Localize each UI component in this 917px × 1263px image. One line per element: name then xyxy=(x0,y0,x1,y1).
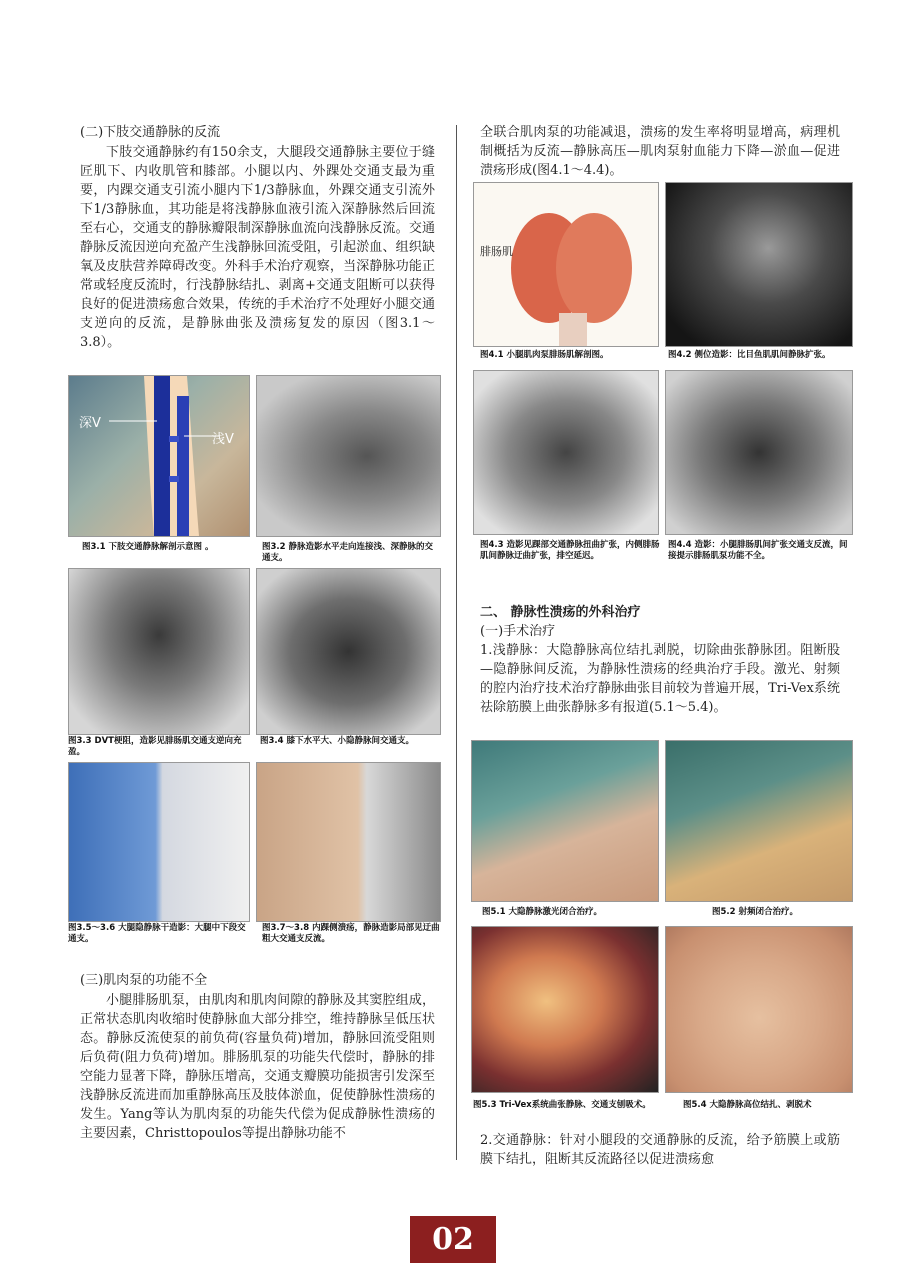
caption-5-4: 图5.4 大隐静脉高位结扎、剥脱术 xyxy=(683,1100,812,1110)
figure-5-3 xyxy=(471,926,659,1093)
figure-4-4 xyxy=(665,370,853,535)
left-heading-2: (二)下肢交通静脉的反流 xyxy=(80,125,221,140)
caption-5-1: 图5.1 大隐静脉激光闭合治疗。 xyxy=(482,907,603,917)
section-title: 二、 静脉性溃疡的外科治疗 xyxy=(480,605,641,620)
caption-3-5: 图3.5～3.6 大腿隐静脉干造影：大腿中下段交通支。 xyxy=(68,923,246,944)
caption-3-7: 图3.7～3.8 内踝侧溃疡，静脉造影局部见迂曲粗大交通支反流。 xyxy=(262,923,440,944)
caption-3-1: 图3.1 下肢交通静脉解剖示意图 。 xyxy=(82,542,214,552)
label-shallow-vein: 浅V xyxy=(212,432,234,447)
subsection-surgery: (一)手术治疗 xyxy=(480,624,556,639)
figure-3-4 xyxy=(256,568,441,735)
figure-3-3 xyxy=(68,568,250,735)
left-paragraph-3: 小腿腓肠肌泵，由肌肉和肌肉间隙的静脉及其窦腔组成，正常状态肌肉收缩时使静脉血大部分排空，维持静脉呈低压状态。静脉反流使泵的前负荷(容量负荷)增加，静脉回流受阻则后负荷(阻力负荷)增加。腓肠肌泵的功能失代偿时，静脉的排空能力显著下降，静脉压增高，交通支瓣膜功能损害引发深至浅静脉反流进而加重静脉高压及肢体淤血，促使静脉性溃疡的发生。Yang等认为肌肉泵的功能失代偿为促成静脉性溃疡的主要因素，Christtopoulos等提出静脉功能不 xyxy=(80,993,435,1141)
caption-3-3: 图3.3 DVT梗阻，造影见腓肠肌交通支逆向充盈。 xyxy=(68,736,242,757)
figure-3-7 xyxy=(256,762,441,922)
column-divider xyxy=(456,125,457,1160)
vein-anatomy-illustration xyxy=(69,376,249,536)
caption-5-3: 图5.3 Tri-Vex系统曲张静脉、交通支刨吸术。 xyxy=(473,1100,651,1110)
caption-4-2: 图4.2 侧位造影：比目鱼肌肌间静脉扩张。 xyxy=(668,350,831,360)
page-number: 02 xyxy=(410,1216,496,1263)
muscle-anatomy-illustration xyxy=(474,183,658,346)
figure-4-1 xyxy=(473,182,659,347)
caption-3-4: 图3.4 膝下水平大、小隐静脉间交通支。 xyxy=(260,736,415,746)
right-paragraph-cont: 全联合肌肉泵的功能减退，溃疡的发生率将明显增高，病理机制概括为反流—静脉高压—肌肉泵射血能力下降—淤血—促进溃疡形成(图4.1～4.4)。 xyxy=(480,125,840,178)
right-paragraph-2: 2.交通静脉：针对小腿段的交通静脉的反流，给予筋膜上或筋膜下结扎，阻断其反流路径以促进溃疡愈 xyxy=(480,1133,840,1167)
label-deep-vein: 深V xyxy=(79,416,101,431)
figure-5-1 xyxy=(471,740,659,902)
label-gastrocnemius: 腓肠肌 xyxy=(480,245,513,258)
figure-3-1 xyxy=(68,375,250,537)
caption-5-2: 图5.2 射频闭合治疗。 xyxy=(712,907,799,917)
figure-4-2 xyxy=(665,182,853,347)
caption-4-4: 图4.4 造影：小腿腓肠肌间扩张交通支反流，间接提示腓肠肌泵功能不全。 xyxy=(668,540,848,561)
figure-3-5 xyxy=(68,762,250,922)
figure-5-4 xyxy=(665,926,853,1093)
left-heading-3: (三)肌肉泵的功能不全 xyxy=(80,973,208,988)
figure-5-2 xyxy=(665,740,853,902)
figure-4-3 xyxy=(473,370,659,535)
figure-3-2 xyxy=(256,375,441,537)
left-paragraph-2: 下肢交通静脉约有150余支，大腿段交通静脉主要位于缝匠肌下、内收肌管和膝部。小腿以内、外踝处交通支最为重要，内踝交通支引流小腿内下1/3静脉血，外踝交通支引流外下1/3静脉血，其功能是将浅静脉血液引流入深静脉然后回流至右心，交通支的静脉瓣限制深静脉血流向浅静脉反流。交通静脉反流因逆向充盈产生浅静脉回流受阻，引起淤血、组织缺氧及皮肤营养障碍改变。外科手术治疗观察，当深静脉功能正常或轻度反流时，行浅静脉结扎、剥离+交通支阻断可以获得良好的促进溃疡愈合效果，传统的手术治疗不处理好小腿交通支逆向的反流，是静脉曲张及溃疡复发的原因（图3.1～3.8）。 xyxy=(80,145,435,350)
caption-4-1: 图4.1 小腿肌肉泵腓肠肌解剖图。 xyxy=(480,350,609,360)
caption-4-3: 图4.3 造影见踝部交通静脉扭曲扩张，内侧腓肠肌间静脉迂曲扩张，排空延迟。 xyxy=(480,540,660,561)
caption-3-2: 图3.2 静脉造影水平走向连接浅、深静脉的交通支。 xyxy=(262,542,434,563)
right-paragraph-1: 1.浅静脉：大隐静脉高位结扎剥脱，切除曲张静脉团。阻断股—隐静脉间反流，为静脉性溃疡的经典治疗手段。激光、射频的腔内治疗技术治疗静脉曲张目前较为普遍开展，Tri-Vex系统祛除筋膜上曲张静脉多有报道(5.1～5.4)。 xyxy=(480,643,840,715)
